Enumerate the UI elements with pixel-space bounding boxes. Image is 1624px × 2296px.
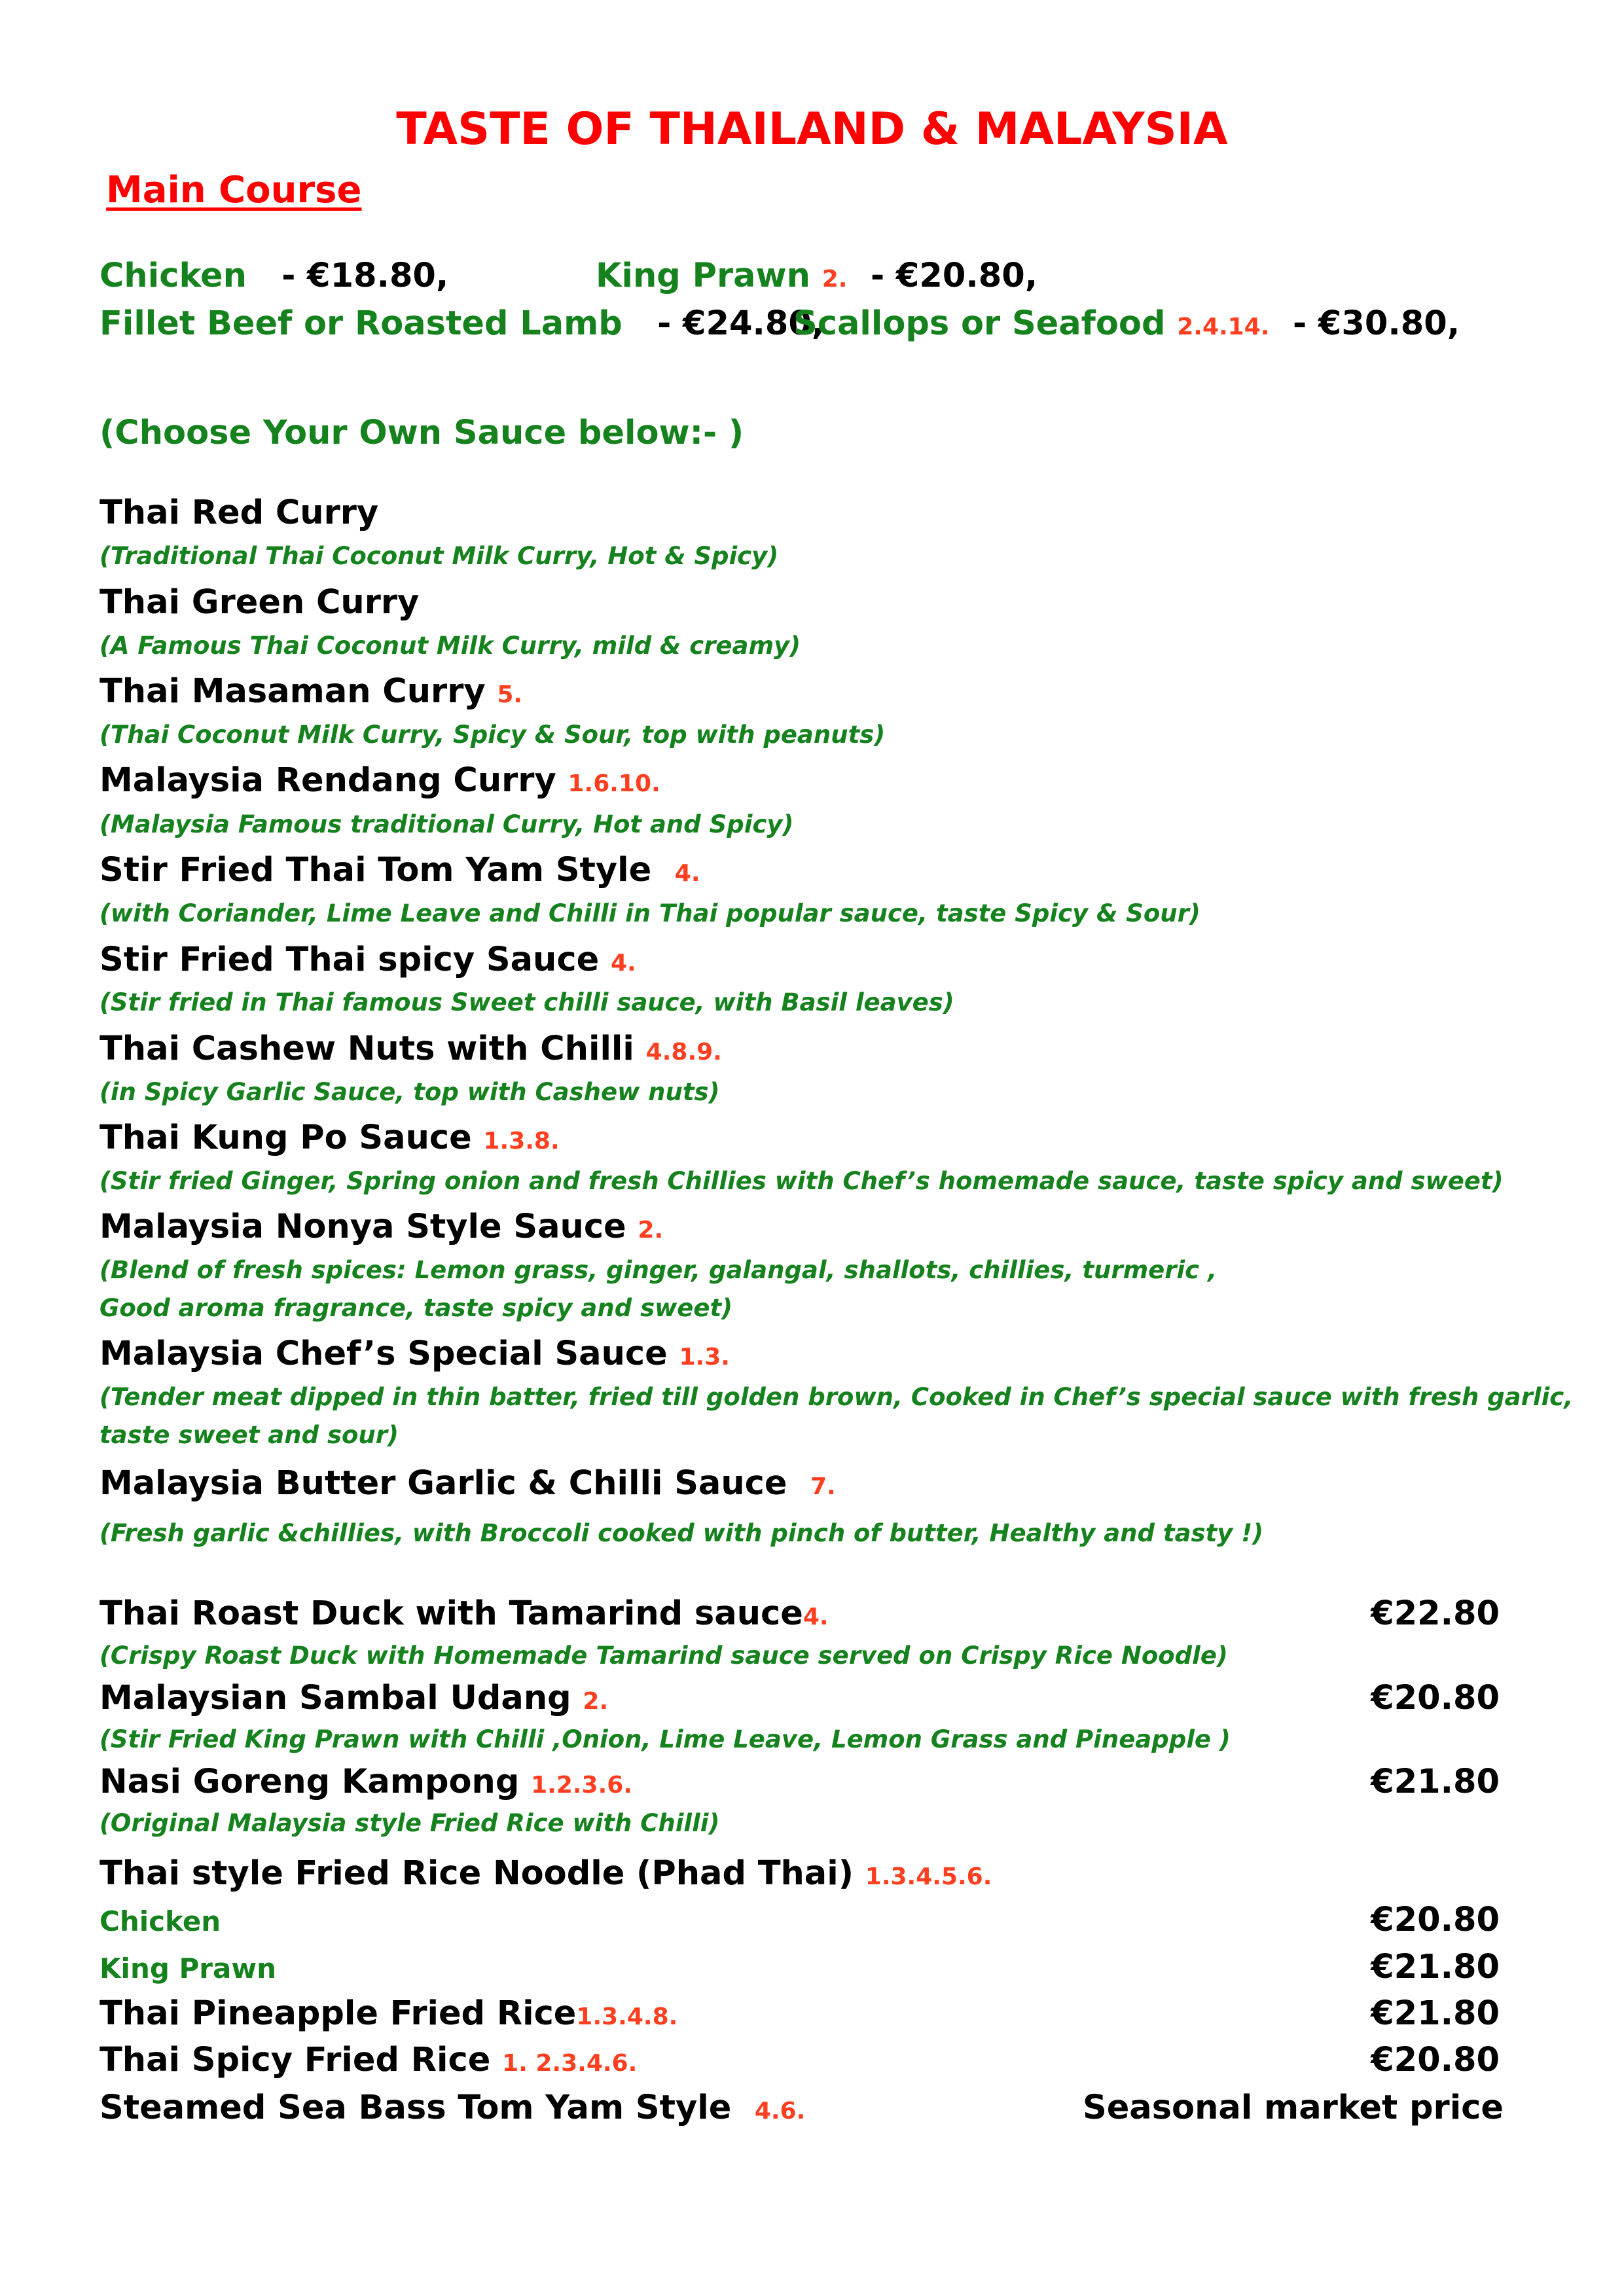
protein-name: King Prawn — [596, 257, 810, 295]
dish-price: Seasonal market price — [1082, 2089, 1504, 2127]
allergen-codes: 1.6.10. — [568, 770, 660, 797]
sauce-description: (with Coriander, Lime Leave and Chilli in Thai popular sauce, taste Spicy & Sour) — [99, 899, 1200, 927]
menu-title: TASTE OF THAILAND & MALAYSIA — [396, 103, 1228, 155]
allergen-codes: 7. — [810, 1473, 836, 1500]
dish-option-name: Chicken — [99, 1905, 221, 1937]
sauce-description: (Blend of fresh spices: Lemon grass, ginger, galangal, shallots, chillies, turmeric , — [99, 1256, 1218, 1284]
allergen-codes: 1.2.3.6. — [531, 1772, 633, 1799]
sauce-name: Thai Masaman Curry 5. — [99, 672, 523, 711]
sauce-description-cont: Good aroma fragrance, taste spicy and sweet) — [99, 1294, 733, 1322]
dish-name: Thai Pineapple Fried Rice1.3.4.8. — [99, 1994, 678, 2033]
protein-price: - €18.80, — [281, 257, 449, 295]
allergen-codes: 1.3.4.5.6. — [865, 1863, 992, 1890]
sauce-description: (Traditional Thai Coconut Milk Curry, Hot & Spicy) — [99, 542, 779, 570]
allergen-codes: 1. 2.3.4.6. — [502, 2050, 638, 2077]
dish-description: (Stir Fried King Prawn with Chilli ,Onion, Lime Leave, Lemon Grass and Pineapple ) — [99, 1725, 1231, 1753]
dish-price: €20.80 — [1371, 1679, 1500, 1717]
sauce-description: (A Famous Thai Coconut Milk Curry, mild & creamy) — [99, 632, 801, 660]
sauce-name: Stir Fried Thai spicy Sauce 4. — [99, 941, 636, 979]
dish-price: €21.80 — [1371, 1994, 1500, 2033]
allergen-codes: 4.8.9. — [645, 1039, 722, 1066]
sauce-description: (Stir fried in Thai famous Sweet chilli sauce, with Basil leaves) — [99, 988, 954, 1016]
dish-option-name: King Prawn — [99, 1952, 277, 1984]
dish-price: €20.80 — [1371, 1901, 1500, 1939]
allergen-codes: 1.3.4.8. — [576, 2003, 678, 2030]
dish-description: (Original Malaysia style Fried Rice with Chilli) — [99, 1809, 720, 1837]
sauce-description: (Stir fried Ginger, Spring onion and fresh Chillies with Chef’s homemade sauce, taste spicy and sweet) — [99, 1167, 1504, 1195]
dish-price: €21.80 — [1371, 1948, 1500, 1986]
protein-name: Chicken — [99, 257, 247, 295]
allergen-codes: 2.4.14. — [1177, 314, 1270, 340]
allergen-codes: 1.3. — [679, 1344, 730, 1371]
sauce-name: Malaysia Chef’s Special Sauce 1.3. — [99, 1335, 730, 1373]
allergen-codes: 2. — [583, 1688, 609, 1715]
dish-name: Thai Roast Duck with Tamarind sauce4. — [99, 1594, 829, 1633]
allergen-codes: 4. — [610, 950, 636, 977]
protein-beef-lamb — [99, 304, 824, 343]
sauce-name: Thai Red Curry — [99, 493, 379, 532]
sauce-description-cont: taste sweet and sour) — [99, 1421, 399, 1449]
sauce-name: Stir Fried Thai Tom Yam Style 4. — [99, 851, 700, 889]
dish-name: Thai style Fried Rice Noodle (Phad Thai) 1.3.4.5.6. — [99, 1854, 992, 1893]
dish-name: Steamed Sea Bass Tom Yam Style 4.6. — [99, 2089, 806, 2127]
section-heading: Main Course — [106, 169, 362, 211]
sauce-name: Thai Kung Po Sauce 1.3.8. — [99, 1119, 560, 1157]
dish-price: €21.80 — [1371, 1763, 1500, 1801]
sauce-description: (Thai Coconut Milk Curry, Spicy & Sour, top with peanuts) — [99, 721, 886, 749]
sauce-name: Malaysia Nonya Style Sauce 2. — [99, 1208, 664, 1246]
allergen-codes: 5. — [497, 681, 523, 708]
protein-chicken — [99, 257, 448, 295]
dish-price: €20.80 — [1371, 2041, 1500, 2079]
sauce-description: (in Spicy Garlic Sauce, top with Cashew nuts) — [99, 1078, 720, 1106]
sauce-description: (Fresh garlic &chillies, with Broccoli cooked with pinch of butter, Healthy and tasty !) — [99, 1519, 1264, 1547]
protein-price: - €20.80, — [870, 257, 1038, 295]
dish-name: Thai Spicy Fried Rice 1. 2.3.4.6. — [99, 2041, 638, 2079]
dish-price: €22.80 — [1371, 1594, 1500, 1633]
allergen-codes: 4. — [674, 860, 700, 887]
dish-name: Nasi Goreng Kampong 1.2.3.6. — [99, 1763, 633, 1801]
protein-king-prawn — [596, 257, 1038, 295]
sauce-description: (Malaysia Famous traditional Curry, Hot and Spicy) — [99, 810, 794, 838]
allergen-codes: 4.6. — [754, 2098, 806, 2125]
sauce-name: Thai Green Curry — [99, 583, 420, 622]
allergen-codes: 4. — [803, 1604, 829, 1630]
choose-sauce-note: (Choose Your Own Sauce below:- ) — [99, 414, 744, 452]
sauce-name: Malaysia Rendang Curry 1.6.10. — [99, 761, 660, 800]
sauce-description: (Tender meat dipped in thin batter, fried till golden brown, Cooked in Chef’s special sauce with fresh garlic, — [99, 1383, 1574, 1411]
protein-price: - €24.80, — [657, 304, 825, 343]
dish-description: (Crispy Roast Duck with Homemade Tamarind sauce served on Crispy Rice Noodle) — [99, 1641, 1228, 1670]
protein-name: Scallops or Seafood — [793, 304, 1166, 343]
allergen-codes: 1.3.8. — [483, 1128, 560, 1155]
dish-name: Malaysian Sambal Udang 2. — [99, 1679, 609, 1717]
protein-name: Fillet Beef or Roasted Lamb — [99, 304, 623, 343]
allergen-codes: 2. — [821, 266, 848, 293]
protein-price: - €30.80, — [1292, 304, 1460, 343]
sauce-name: Malaysia Butter Garlic & Chilli Sauce 7. — [99, 1464, 836, 1503]
sauce-name: Thai Cashew Nuts with Chilli 4.8.9. — [99, 1030, 722, 1068]
allergen-codes: 2. — [638, 1217, 664, 1244]
protein-scallops-seafood — [793, 304, 1460, 343]
